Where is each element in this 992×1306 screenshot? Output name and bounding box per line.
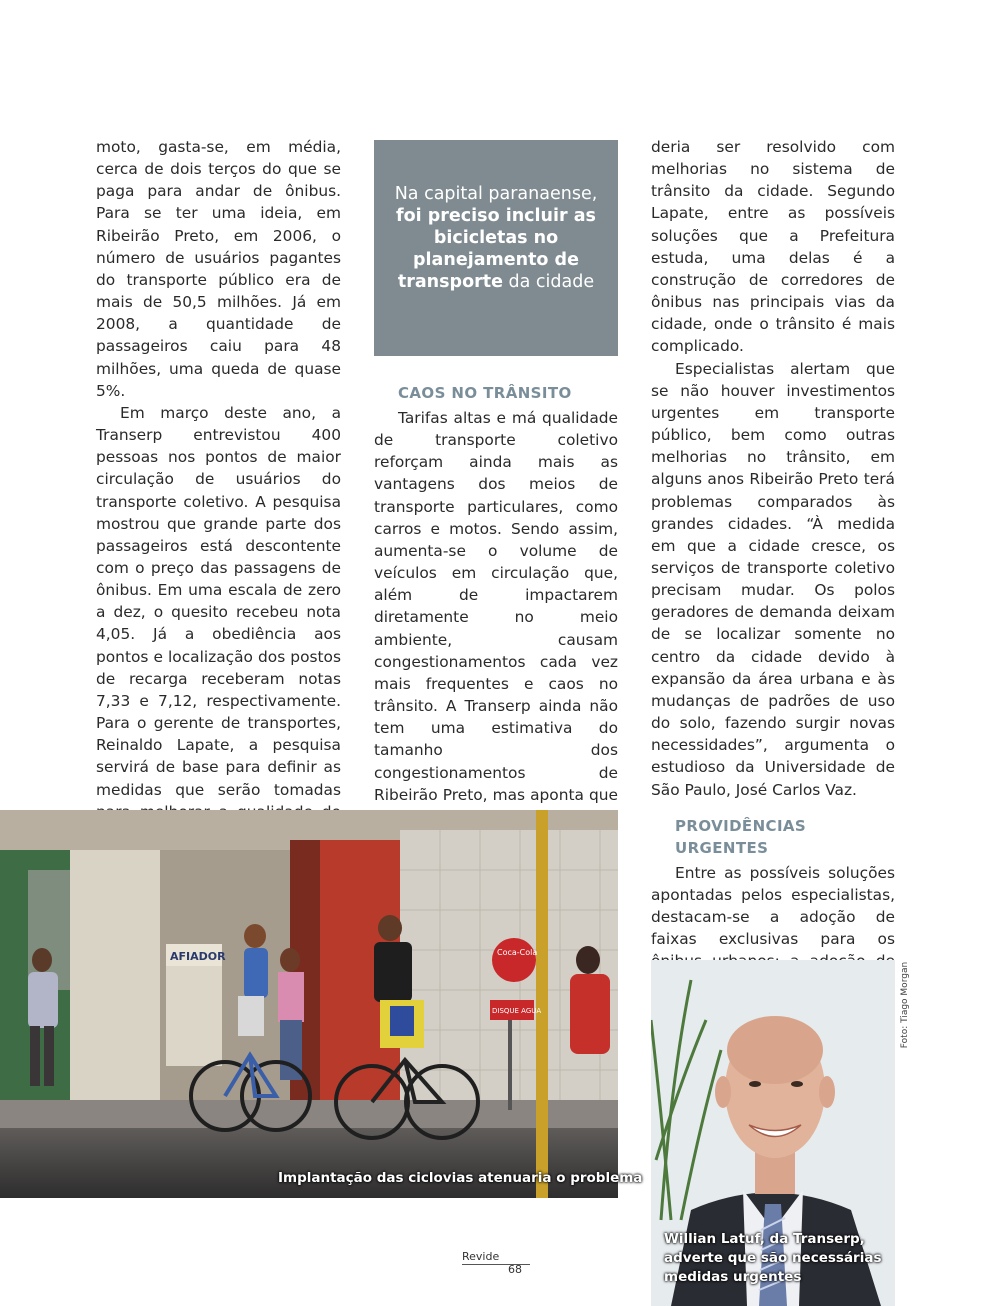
paragraph: Tarifas altas e má qualidade de transporte coletivo reforçam ainda mais as vantagens dos meios de transporte particulares, como carros e motos. Sendo assim, aumenta-se o volume de veículos em circulação que, além de impactarem diretamente no meio ambiente, causam congestionamentos cada vez mais frequentes e caos no trânsito. A Transerp ainda não tem uma estimativa do tamanho dos congestionamentos de Ribeirão Preto, mas aponta que bbox=[374, 409, 618, 804]
magazine-name: Revide bbox=[462, 1250, 530, 1265]
article-column-3 bbox=[651, 136, 895, 1083]
page-number: 68 bbox=[508, 1263, 522, 1276]
photo-caption: Implantação das ciclovias atenuaria o problema bbox=[278, 1170, 643, 1186]
street-scene-illustration bbox=[0, 810, 618, 1198]
pull-quote bbox=[374, 140, 618, 356]
paragraph: deria ser resolvido com melhorias no sistema de trânsito da cidade. Segundo Lapate, entre as possíveis soluções que a Prefeitura estuda, uma delas é a construção de corredores de ônibus nas principais vias da cidade, onde o trânsito é mais complicado. bbox=[651, 138, 895, 356]
coke-sign-text: Coca-Cola bbox=[497, 948, 538, 957]
paragraph: Entre as possíveis soluções apontadas pelos especialistas, destacam-se a adoção de faixas exclusivas para os bbox=[651, 863, 895, 949]
photo-credit-text: Foto: Tiago Morgan bbox=[900, 961, 910, 1049]
water-sign-text: DISQUE AGUA bbox=[492, 1007, 542, 1015]
page-footer bbox=[462, 1250, 530, 1276]
street-photo bbox=[0, 810, 618, 1198]
paragraph: moto, gasta-se, em média, cerca de dois terços do que se paga para andar de ônibus. Para se ter uma ideia, em Ribeirão Preto, em 2006, o número de usuários pagantes do transporte público era de mais de 50,5 milhões. Já em 2008, a quantidade de passageiros caiu para 48 milhões, uma queda de quase 5%. bbox=[96, 138, 341, 400]
paragraph: Em março deste ano, a Transerp entrevistou 400 pessoas nos pontos de maior circulação de usuários do transporte coletivo. A pesquisa mostrou que grande parte dos passageiros está descontente com o preço das passagens de ônibus. Em uma escala de zero a dez, o quesito recebeu nota 4,05. Já a obediência aos pontos e localização dos postos de recarga receberam notas 7,33 e 7,12, respectivamente. Para o gerente de transportes, Reinaldo Lapate, a pesquisa servirá de base para definir as medidas que serão tomadas bbox=[96, 403, 341, 799]
pull-quote-text: da cidade bbox=[502, 272, 595, 292]
shop-sign-text: AFIADOR bbox=[170, 950, 226, 963]
pull-quote-text: Na capital paranaense, bbox=[394, 184, 598, 204]
pull-quote-emphasis: foi preciso incluir as bicicletas no planejamento de transporte bbox=[396, 206, 596, 292]
article-column-1 bbox=[96, 136, 341, 845]
photo-credit bbox=[898, 962, 912, 1052]
section-heading: CAOS NO TRÂNSITO bbox=[398, 384, 572, 402]
section-heading: PROVIDÊNCIAS URGENTES bbox=[675, 816, 807, 857]
paragraph: Especialistas alertam que se não houver investimentos urgentes em transporte público, bem como outras melhorias no trânsito, em alguns anos Ribeirão Preto terá problemas comparados às grandes cidades. “À medida em que a cidade cresce, os serviços de transporte coletivo precisam mudar. Os polos geradores de demanda deixam de se localizar somente no centro da cidade devido à expansão da área urbana e às mudanças de padrões de uso do solo, fazendo surgir novas necessidades”, argumenta o estudioso da Universidade de São Paulo, José Carlos Vaz. bbox=[651, 359, 895, 799]
photo-caption: Willian Latuf, da Transerp, adverte que são necessárias medidas urgentes bbox=[664, 1231, 882, 1285]
